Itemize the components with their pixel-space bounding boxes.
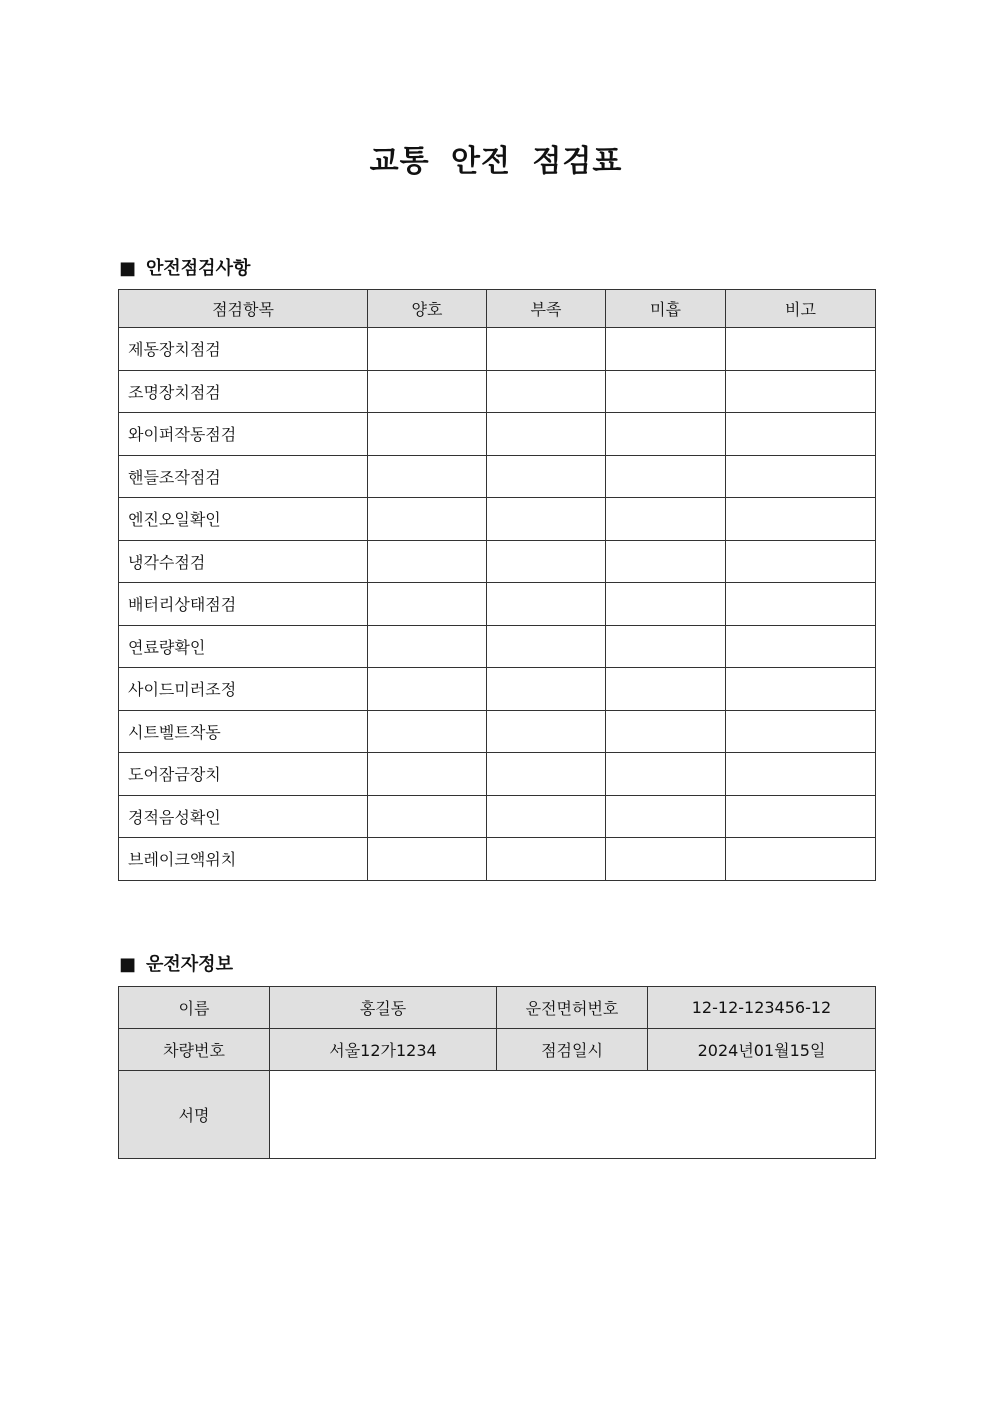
car-number-value[interactable]: 서울12가1234 — [270, 1029, 497, 1071]
table-row — [119, 328, 876, 371]
car-number-label: 차량번호 — [119, 1029, 270, 1071]
check-rows — [119, 328, 876, 881]
column-header-insufficient: 부족 — [487, 290, 606, 328]
good-cell[interactable] — [368, 838, 487, 881]
check-item-label: 경적음성확인 — [119, 795, 368, 838]
check-item-label: 브레이크액위치 — [119, 838, 368, 881]
poor-cell[interactable] — [606, 413, 726, 456]
good-cell[interactable] — [368, 370, 487, 413]
inspection-date-label: 점검일시 — [497, 1029, 648, 1071]
poor-cell[interactable] — [606, 668, 726, 711]
column-header-poor: 미흡 — [606, 290, 726, 328]
table-row — [119, 668, 876, 711]
table-row — [119, 838, 876, 881]
good-cell[interactable] — [368, 413, 487, 456]
remarks-cell[interactable] — [726, 413, 876, 456]
document-title: 교통 안전 점검표 — [369, 144, 623, 179]
table-row — [119, 455, 876, 498]
insufficient-cell[interactable] — [487, 540, 606, 583]
poor-cell[interactable] — [606, 498, 726, 541]
table-row — [119, 710, 876, 753]
insufficient-cell[interactable] — [487, 753, 606, 796]
insufficient-cell[interactable] — [487, 583, 606, 626]
good-cell[interactable] — [368, 625, 487, 668]
poor-cell[interactable] — [606, 328, 726, 371]
table-row — [119, 498, 876, 541]
check-item-label: 제동장치점검 — [119, 328, 368, 371]
poor-cell[interactable] — [606, 370, 726, 413]
insufficient-cell[interactable] — [487, 668, 606, 711]
remarks-cell[interactable] — [726, 498, 876, 541]
table-row — [119, 370, 876, 413]
section-heading-safety-check — [119, 254, 250, 280]
remarks-cell[interactable] — [726, 795, 876, 838]
check-item-label: 사이드미러조정 — [119, 668, 368, 711]
insufficient-cell[interactable] — [487, 328, 606, 371]
table-row — [119, 413, 876, 456]
table-row — [119, 987, 876, 1029]
section-heading-label: 안전점검사항 — [146, 258, 251, 279]
good-cell[interactable] — [368, 583, 487, 626]
driver-info-table — [118, 986, 876, 1159]
license-value[interactable]: 12-12-123456-12 — [648, 987, 876, 1029]
signature-area[interactable] — [270, 1071, 876, 1159]
poor-cell[interactable] — [606, 753, 726, 796]
remarks-cell[interactable] — [726, 625, 876, 668]
good-cell[interactable] — [368, 328, 487, 371]
table-row — [119, 1029, 876, 1071]
check-item-label: 핸들조작점검 — [119, 455, 368, 498]
check-item-label: 연료량확인 — [119, 625, 368, 668]
square-bullet-icon: ■ — [119, 258, 137, 279]
table-row — [119, 540, 876, 583]
remarks-cell[interactable] — [726, 710, 876, 753]
section-heading-driver-info — [119, 950, 233, 976]
insufficient-cell[interactable] — [487, 370, 606, 413]
column-header-remarks: 비고 — [726, 290, 876, 328]
column-header-good: 양호 — [368, 290, 487, 328]
table-row — [119, 753, 876, 796]
signature-label: 서명 — [119, 1071, 270, 1159]
insufficient-cell[interactable] — [487, 710, 606, 753]
poor-cell[interactable] — [606, 710, 726, 753]
remarks-cell[interactable] — [726, 668, 876, 711]
check-item-label: 배터리상태점검 — [119, 583, 368, 626]
remarks-cell[interactable] — [726, 540, 876, 583]
check-item-label: 엔진오일확인 — [119, 498, 368, 541]
square-bullet-icon: ■ — [119, 954, 137, 975]
check-item-label: 시트벨트작동 — [119, 710, 368, 753]
check-item-label: 조명장치점검 — [119, 370, 368, 413]
insufficient-cell[interactable] — [487, 838, 606, 881]
good-cell[interactable] — [368, 498, 487, 541]
section-heading-label: 운전자정보 — [146, 954, 233, 975]
inspection-date-value[interactable]: 2024년01월15일 — [648, 1029, 876, 1071]
insufficient-cell[interactable] — [487, 625, 606, 668]
good-cell[interactable] — [368, 795, 487, 838]
poor-cell[interactable] — [606, 838, 726, 881]
remarks-cell[interactable] — [726, 328, 876, 371]
remarks-cell[interactable] — [726, 455, 876, 498]
good-cell[interactable] — [368, 540, 487, 583]
remarks-cell[interactable] — [726, 370, 876, 413]
table-row — [119, 795, 876, 838]
insufficient-cell[interactable] — [487, 413, 606, 456]
check-item-label: 냉각수점검 — [119, 540, 368, 583]
good-cell[interactable] — [368, 668, 487, 711]
name-value[interactable]: 홍길동 — [270, 987, 497, 1029]
poor-cell[interactable] — [606, 625, 726, 668]
safety-check-table — [118, 289, 876, 881]
remarks-cell[interactable] — [726, 753, 876, 796]
check-item-label: 와이퍼작동점검 — [119, 413, 368, 456]
good-cell[interactable] — [368, 753, 487, 796]
poor-cell[interactable] — [606, 583, 726, 626]
table-header-row — [119, 290, 876, 328]
poor-cell[interactable] — [606, 795, 726, 838]
insufficient-cell[interactable] — [487, 498, 606, 541]
remarks-cell[interactable] — [726, 583, 876, 626]
good-cell[interactable] — [368, 710, 487, 753]
table-row — [119, 625, 876, 668]
column-header-item: 점검항목 — [119, 290, 368, 328]
insufficient-cell[interactable] — [487, 795, 606, 838]
check-item-label: 도어잠금장치 — [119, 753, 368, 796]
good-cell[interactable] — [368, 455, 487, 498]
poor-cell[interactable] — [606, 540, 726, 583]
insufficient-cell[interactable] — [487, 455, 606, 498]
name-label: 이름 — [119, 987, 270, 1029]
license-label: 운전면허번호 — [497, 987, 648, 1029]
table-row — [119, 1071, 876, 1159]
poor-cell[interactable] — [606, 455, 726, 498]
remarks-cell[interactable] — [726, 838, 876, 881]
table-row — [119, 583, 876, 626]
